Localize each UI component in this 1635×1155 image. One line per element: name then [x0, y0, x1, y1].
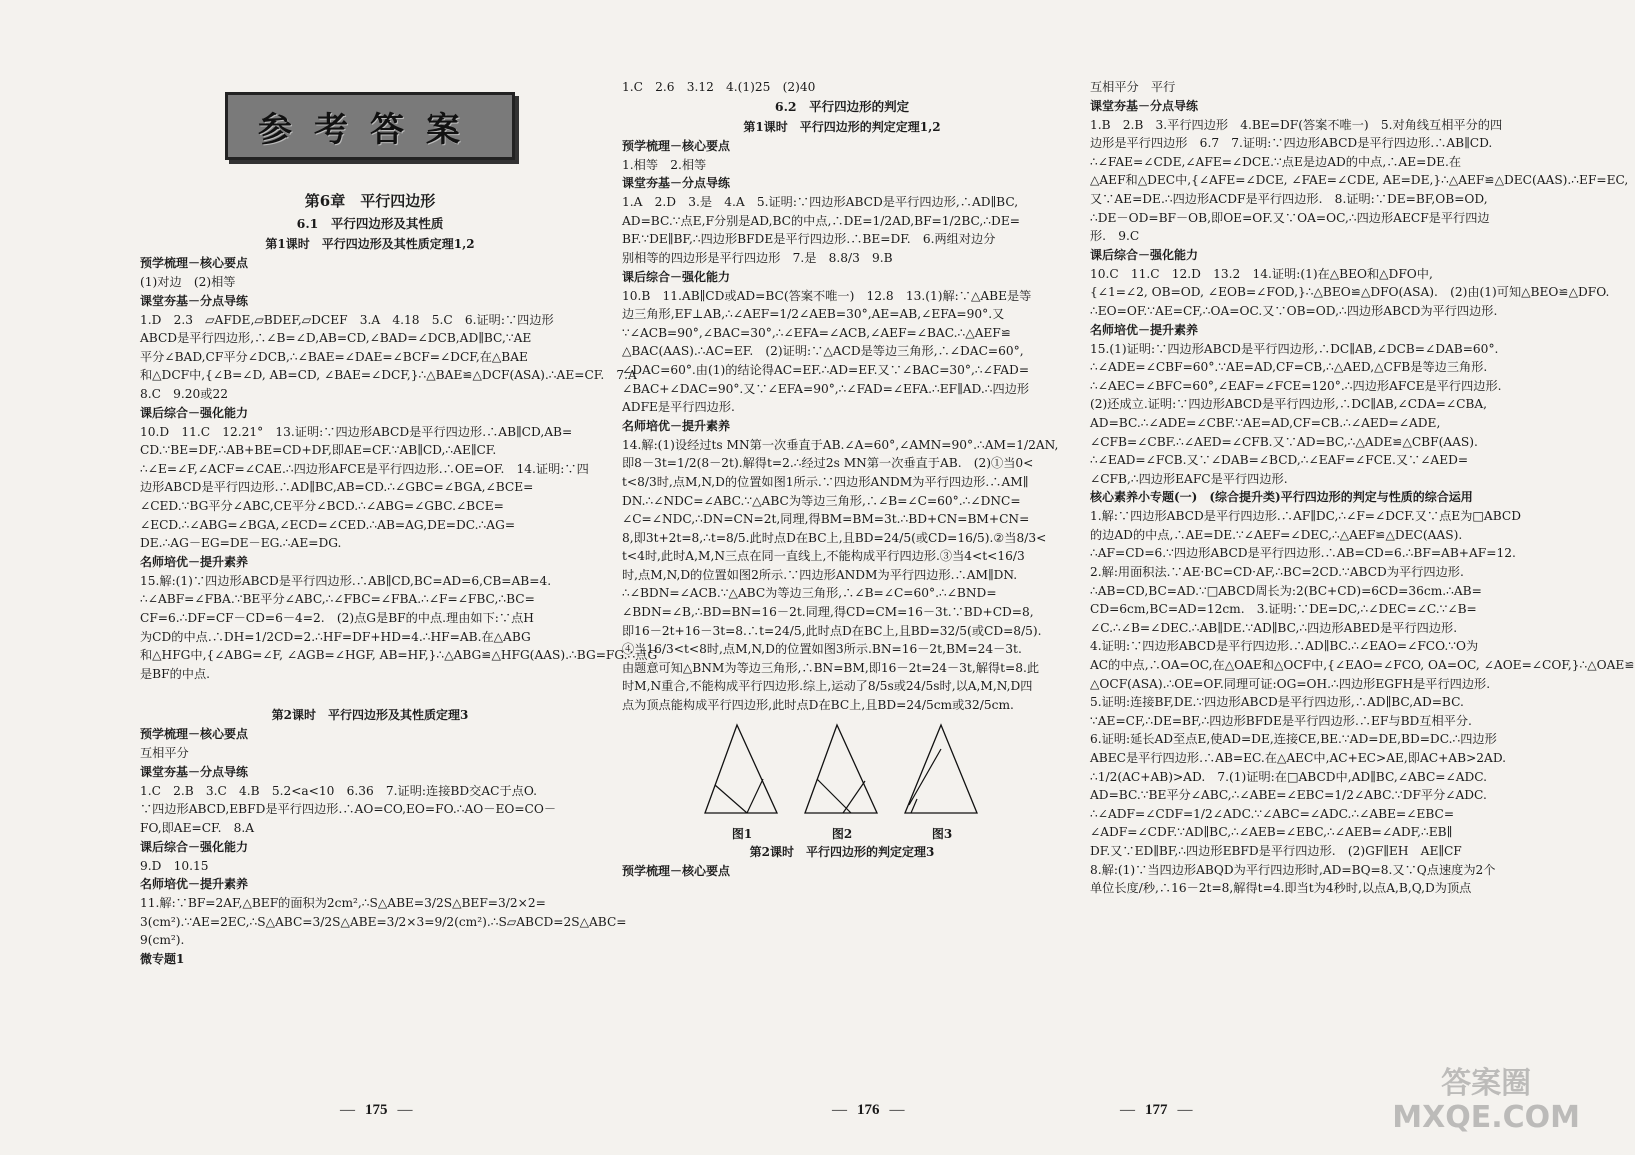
- section-heading: 课后综合－强化能力: [622, 269, 731, 284]
- section-heading: 名师培优－提升素养: [1090, 322, 1199, 337]
- answer-line: (2)还成立.证明:∵四边形ABCD是平行四边形,∴DC∥AB,∠CDA=∠CBA,: [1090, 397, 1488, 412]
- answer-line: ∠CFB,∴四边形EAFC是平行四边形.: [1090, 471, 1288, 486]
- triangle-figure: [701, 721, 783, 825]
- answer-line: △OCF(ASA).∴OE=OF.同理可证:OG=OH.∴四边形EGFH是平行四边形.: [1090, 676, 1491, 691]
- answer-line: ∠ADF=∠CDF.∵AD∥BC,∴∠AEB=∠EBC,∴∠AEB=∠ADF,∴EB∥: [1090, 825, 1453, 840]
- answer-line: 平分∠BAD,CF平分∠DCB,∴∠BAE=∠DAE=∠BCF=∠DCF,在△BAE: [140, 349, 528, 364]
- answer-line: ∴∠EAD=∠FCB.又∵∠DAB=∠BCD,∴∠EAF=∠FCE.又∵∠AED=: [1090, 453, 1469, 468]
- figure-1: [701, 721, 783, 842]
- answer-line: ABEC是平行四边形.∴AB=EC.在△AEC中,AC+EC>AE,即AC+AB>2AD.: [1090, 751, 1507, 765]
- answer-line: 形. 9.C: [1090, 229, 1140, 244]
- section-heading: 课堂夯基－分点导练: [140, 764, 249, 779]
- answer-line: 和△HFG中,{∠ABG=∠F, ∠AGB=∠HGF, AB=HF,}∴△ABG≌△HFG(AAS).∴BG=FG.∴点G: [140, 648, 658, 663]
- answer-line: 由题意可知△BNM为等边三角形,∴BN=BM,即16－2t=24－3t,解得t=8.此: [622, 660, 1040, 675]
- answer-line: 14.解:(1)设经过ts MN第一次垂直于AB.∠A=60°,∠AMN=90°.∴AM=1/2AN,: [622, 437, 1059, 452]
- triangle-figure: [901, 721, 983, 825]
- lesson-title: 第1课时 平行四边形的判定定理1,2: [743, 119, 941, 134]
- answer-line: 的边AD的中点,∴AE=DE.∵∠AEF=∠DEC,∴△AEF≌△DEC(AAS).: [1090, 527, 1463, 542]
- answer-line: ∴AB=CD,BC=AD.∵□ABCD周长为:2(BC+CD)=6CD=36cm.∴AB=: [1090, 583, 1482, 598]
- answer-line: ∴∠E=∠F,∠ACF=∠CAE.∴四边形AFCE是平行四边形.∴OE=OF. 14.证明:∵四: [140, 461, 589, 476]
- answer-line: 1.C 2.6 3.12 4.(1)25 (2)40: [622, 80, 816, 94]
- figure-caption: 图2: [831, 826, 853, 841]
- figure-caption: 图1: [731, 826, 753, 841]
- answer-line: ∴DE－OD=BF－OB,即OE=OF.又∵OA=OC,∴四边形AECF是平行四边: [1090, 210, 1490, 225]
- answer-line: 边形是平行四边形 6.7 7.证明:∵四边形ABCD是平行四边形.∴AB∥CD.: [1090, 136, 1493, 151]
- answer-line: ∴AF=CD=6.∵四边形ABCD是平行四边形.∴AB=CD=6.∴BF=AB+AF=12.: [1090, 546, 1516, 561]
- section-title: 6.2 平行四边形的判定: [774, 98, 910, 114]
- answer-line: AC的中点,∴OA=OC,在△OAE和△OCF中,{∠EAO=∠FCO, OA=OC, ∠AOE=∠COF,}∴△OAE≌: [1090, 658, 1635, 673]
- answer-line: ∴∠AEC=∠BFC=60°,∠EAF=∠FCE=120°.∴四边形AFCE是平行四边形.: [1090, 378, 1502, 393]
- answer-line: 别相等的四边形是平行四边形 7.是 8.8/3 9.B: [622, 250, 893, 265]
- answer-block: [140, 254, 658, 683]
- answer-line: ∠DAC=60°.由(1)的结论得AC=EF.∴AD=EF.又∵∠BAC=30°,∴∠FAD=: [622, 362, 1030, 377]
- answer-line: (1)对边 (2)相等: [140, 275, 236, 289]
- answer-block: [140, 725, 627, 969]
- banner-title: 参考答案: [258, 109, 482, 150]
- answer-line: ∠C.∴∠B=∠DEC.∴AB∥DE.∵AD∥BC,∴四边形ABED是平行四边形.: [1090, 620, 1458, 635]
- answer-line: 9(cm²).: [140, 933, 185, 948]
- answer-line: 为CD的中点.∴DH=1/2CD=2.∴HF=DF+HD=4.∴HF=AB.在△ABG: [140, 629, 531, 644]
- answer-line: ∠BDN=∠B,∴BD=BN=16－2t.同理,得CD=CM=16－3t.∵BD+CD=8,: [622, 605, 1034, 620]
- answer-line: FO,即AE=CF. 8.A: [140, 821, 255, 836]
- page-number: — 175 —: [330, 1102, 423, 1119]
- answer-line: ∵四边形ABCD,EBFD是平行四边形.∴AO=CO,EO=FO.∴AO－EO=CO－: [140, 802, 557, 817]
- answer-line: 10.D 11.C 12.21° 13.证明:∵四边形ABCD是平行四边形.∴AB∥CD,AB=: [140, 424, 573, 439]
- section-heading: 名师培优－提升素养: [622, 418, 731, 433]
- figure-2: [801, 721, 883, 842]
- answer-block: [622, 137, 1062, 715]
- answer-line: 互相平分: [140, 746, 189, 761]
- answer-line: 15.解:(1)∵四边形ABCD是平行四边形.∴AB∥CD,BC=AD=6,CB=AB=4.: [140, 573, 552, 588]
- answer-line: CD.∵BE=DF,∴AB+BE=CD+DF,即AE=CF.∵AB∥CD,∴AE∥CF.: [140, 443, 497, 458]
- answer-line: ∠BAC+∠DAC=90°.又∵∠EFA=90°,∴∠FAD=∠EFA.∴EF∥AD.∴四边形: [622, 381, 1030, 396]
- answer-line: CF=6.∴DF=CF－CD=6－4=2. (2)点G是BF的中点.理由如下:∵点H: [140, 610, 534, 625]
- answer-line: AD=BC.∵BE平分∠ABC,∴∠ABE=∠EBC=1/2∠ABC.∵DF平分∠ADC.: [1090, 788, 1487, 803]
- answer-line: DF.又∵ED∥BF,∴四边形EBFD是平行四边形. (2)GF∥EH AE∥CF: [1090, 843, 1462, 858]
- answer-line: 时,点M,N,D的位置如图2所示.∵四边形ANDM为平行四边形.∴AM∥DN.: [622, 567, 1018, 582]
- answer-line: t<8/3时,点M,N,D的位置如图1所示.∵四边形ANDM为平行四边形.∴AM∥: [622, 474, 1029, 489]
- answer-line: 和△DCF中,{∠B=∠D, AB=CD, ∠BAE=∠DCF,}∴△BAE≌△DCF(ASA).∴AE=CF. 7.A: [140, 368, 637, 383]
- answer-line: 时M,N重合,不能构成平行四边形.综上,运动了8/5s或24/5s时,以A,M,N,D四: [622, 679, 1033, 694]
- lesson-title: 第2课时 平行四边形的判定定理3: [749, 844, 935, 859]
- answer-line: 5.证明:连接BF,DE.∵四边形ABCD是平行四边形,∴AD∥BC,AD=BC.: [1090, 695, 1464, 710]
- answer-line: 4.证明:∵四边形ABCD是平行四边形.∴AD∥BC.∴∠EAO=∠FCO.∵O为: [1090, 639, 1479, 654]
- answer-line: ∴∠ADE=∠CBF=60°.∵AE=AD,CF=CB,∴△AED,△CFB是等边三角形.: [1090, 360, 1488, 375]
- answer-line: 互相平分 平行: [1090, 80, 1176, 94]
- answer-line: ABCD是平行四边形,∴∠B=∠D,AB=CD,∠BAD=∠DCB,AD∥BC,∵AE: [140, 331, 532, 346]
- section-heading: 名师培优－提升素养: [140, 877, 249, 892]
- section-heading: 预学梳理－核心要点: [140, 727, 249, 742]
- column-page-177: [1090, 0, 1635, 1155]
- answer-line: ④当16/3<t<8时,点M,N,D的位置如图3所示.BN=16－2t,BM=24－3t.: [622, 642, 1022, 657]
- answer-line: 即8－3t=1/2(8－2t).解得t=2.∴经过2s MN第一次垂直于AB. (2)①当0<: [622, 456, 1034, 471]
- answer-line: ∴∠ADF=∠CDF=1/2∠ADC.∵∠ABC=∠ADC.∴∠ABE=∠EBC=: [1090, 806, 1455, 821]
- answer-line: ∠C=∠NDC,∴DN=CN=2t,同理,得BM=BM=3t.∴BD+CN=BM+CN=: [622, 512, 1030, 527]
- answer-line: 1.D 2.3 ▱AFDE,▱BDEF,▱DCEF 3.A 4.18 5.C 6.证明:∵四边形: [140, 312, 554, 327]
- column-page-176: [622, 0, 1062, 1155]
- answer-line: 又∵AE=DE.∴四边形ACDF是平行四边形. 8.证明:∵DE=BF,OB=OD,: [1090, 191, 1488, 206]
- lesson-title: 第2课时 平行四边形及其性质定理3: [271, 708, 469, 723]
- answer-line: ∠ECD.∴∠ABG=∠BGA,∠ECD=∠CED.∴AB=AG,DE=DC.∴AG=: [140, 517, 516, 532]
- answer-line: {∠1=∠2, OB=OD, ∠EOB=∠FOD,}∴△BEO≌△DFO(ASA). (2)由(1)可知△BEO≌△DFO.: [1090, 285, 1610, 300]
- section-heading: 预学梳理－核心要点: [140, 256, 249, 270]
- answer-line: 2.解:用面积法.∵AE·BC=CD·AF,∴BC=2CD.∵ABCD为平行四边形.: [1090, 565, 1464, 580]
- answer-line: 1.B 2.B 3.平行四边形 4.BE=DF(答案不唯一) 5.对角线互相平分的四: [1090, 117, 1503, 132]
- figure-3: [901, 721, 983, 842]
- figure-row: [622, 721, 1062, 842]
- answer-line: 1.A 2.D 3.是 4.A 5.证明:∵四边形ABCD是平行四边形,∴AD∥BC,: [622, 195, 1019, 210]
- section-heading: 课堂夯基－分点导练: [140, 293, 249, 308]
- section-heading: 核心素养小专题(一) (综合提升类)平行四边形的判定与性质的综合运用: [1090, 490, 1473, 505]
- answer-line: AD=BC.∵点E,F分别是AD,BC的中点,∴DE=1/2AD,BF=1/2BC,∴DE=: [622, 213, 1020, 228]
- answer-line: ∴∠BDN=∠ACB.∵△ABC为等边三角形,∴∠B=∠C=60°.∴∠BND=: [622, 586, 997, 601]
- section-heading: 课堂夯基－分点导练: [622, 176, 731, 191]
- answer-line: 1.相等 2.相等: [622, 157, 707, 172]
- answer-line: ∵∠ACB=90°,∠BAC=30°,∴∠EFA=∠ACB,∠AEF=∠BAC.∴△AEF≌: [622, 325, 1011, 340]
- answer-line: ADFE是平行四边形.: [622, 400, 735, 415]
- answer-line: ∴∠FAE=∠CDE,∠AFE=∠DCE.∵点E是边AD的中点,∴AE=DE.在: [1090, 154, 1462, 169]
- answer-line: BF.∵DE∥BF,∴四边形BFDE是平行四边形.∴BE=DF. 6.两组对边分: [622, 232, 996, 247]
- answer-line: 3(cm²).∵AE=2EC,∴S△ABC=3/2S△ABE=3/2×3=9/2(cm²).∴S▱ABCD=2S△ABC=: [140, 914, 627, 929]
- answer-line: 9.D 10.15: [140, 858, 209, 873]
- answer-line: CD=6cm,BC=AD=12cm. 3.证明:∵DE=DC,∴∠DEC=∠C.∵∠B=: [1090, 602, 1477, 617]
- answer-line: 单位长度/秒,∴16－2t=8,解得t=4.即当t为4秒时,以点A,B,Q,D为顶点: [1090, 881, 1472, 896]
- answer-line: ∴1/2(AC+AB)>AD. 7.(1)证明:在□ABCD中,AD∥BC,∠ABC=∠ADC.: [1090, 769, 1488, 784]
- watermark-logo: [1392, 1067, 1580, 1135]
- answer-line: 10.B 11.AB∥CD或AD=BC(答案不唯一) 12.8 13.(1)解:∵△ABE是等: [622, 288, 1032, 303]
- section-heading: 微专题1: [140, 952, 185, 967]
- section-heading: 课堂夯基－分点导练: [1090, 98, 1199, 113]
- answer-line: 点为顶点能构成平行四边形,此时点D在BC上,且BD=24/5cm或32/5cm.: [622, 698, 1014, 713]
- answer-line: DE.∴AG－EG=DE－EG.∴AE=DG.: [140, 536, 342, 551]
- answer-line: ∠CFB=∠CBF.∴∠AED=∠CFB.又∵AD=BC,∴△ADE≌△CBF(AAS).: [1090, 434, 1478, 449]
- section-title: 6.1 平行四边形及其性质: [296, 216, 444, 231]
- page-number: — 176 —: [822, 1102, 915, 1119]
- answer-line: 8,即3t+2t=8,∴t=8/5.此时点D在BC上,且BD=24/5(或CD=16/5).②当8/3<: [622, 530, 1047, 545]
- page-number: — 177 —: [1110, 1102, 1203, 1119]
- answer-line: 是BF的中点.: [140, 666, 211, 681]
- answer-line: 即16－2t+16－3t=8.∴t=24/5,此时点D在BC上,且BD=32/5(或CD=8/5).: [622, 623, 1042, 638]
- answer-line: 边三角形,EF⊥AB,∴∠AEF=1/2∠AEB=30°,AE=AB,∠EFA=90°.又: [622, 307, 1005, 322]
- answer-line: △AEF和△DEC中,{∠AFE=∠DCE, ∠FAE=∠CDE, AE=DE,}∴△AEF≌△DEC(AAS).∴EF=EC,: [1090, 173, 1629, 188]
- answer-line: ∴∠ABF=∠FBA.∵BE平分∠ABC,∴∠FBC=∠FBA.∴∠F=∠FBC,∴BC=: [140, 592, 535, 607]
- section-heading: 课后综合－强化能力: [140, 405, 249, 420]
- lesson-title: 第1课时 平行四边形及其性质定理1,2: [265, 237, 475, 251]
- section-heading: 预学梳理－核心要点: [622, 863, 731, 878]
- section-heading: 课后综合－强化能力: [1090, 247, 1199, 262]
- column-page-175: [140, 0, 658, 1155]
- answer-line: 边形ABCD是平行四边形.∴AD∥BC,AB=CD.∴∠GBC=∠BGA,∠BCE=: [140, 480, 534, 495]
- answer-line: 15.(1)证明:∵四边形ABCD是平行四边形,∴DC∥AB,∠DCB=∠DAB=60°.: [1090, 341, 1499, 356]
- answer-line: AD=BC.∴∠ADE=∠CBF.∵AE=AD,CF=CB.∴∠AED=∠ADE,: [1090, 415, 1441, 430]
- watermark-url: MXQE.COM: [1392, 1100, 1580, 1135]
- answer-line: 1.C 2.B 3.C 4.B 5.2<a<10 6.36 7.证明:连接BD交AC于点O.: [140, 783, 537, 798]
- answer-line: DN.∴∠NDC=∠ABC.∵△ABC为等边三角形,∴∠B=∠C=60°.∴∠DNC=: [622, 493, 1021, 508]
- answer-line: 8.C 9.20或22: [140, 386, 228, 401]
- answer-line: 8.解:(1)∵当四边形ABQD为平行四边形时,AD=BQ=8.又∵Q点速度为2个: [1090, 862, 1496, 877]
- figure-caption: 图3: [931, 826, 953, 841]
- answer-line: ∴EO=OF.∵AE=CF,∴OA=OC.又∵OB=OD,∴四边形ABCD为平行四边形.: [1090, 303, 1498, 318]
- answer-line: t<4时,此时A,M,N三点在同一直线上,不能构成平行四边形.③当4<t<16/3: [622, 549, 1025, 564]
- chapter-title: 第6章 平行四边形: [304, 192, 436, 210]
- answer-line: ∵AE=CF,∴DE=BF,∴四边形BFDE是平行四边形.∴EF与BD互相平分.: [1090, 713, 1472, 728]
- answer-line: △BAC(AAS).∴AC=EF. (2)证明:∵△ACD是等边三角形,∴∠DAC=60°,: [622, 344, 1024, 359]
- triangle-figure: [801, 721, 883, 825]
- section-heading: 预学梳理－核心要点: [622, 138, 731, 153]
- answer-block: [1090, 78, 1635, 898]
- answer-line: ∠CED.∵BG平分∠ABC,CE平分∠BCD.∴∠ABG=∠GBC.∠BCE=: [140, 498, 504, 513]
- section-heading: 名师培优－提升素养: [140, 554, 249, 569]
- answer-line: 11.解:∵BF=2AF,△BEF的面积为2cm²,∴S△ABE=3/2S△BEF=3/2×2=: [140, 896, 546, 911]
- answer-line: 10.C 11.C 12.D 13.2 14.证明:(1)在△BEO和△DFO中,: [1090, 266, 1433, 281]
- answer-line: 1.解:∵四边形ABCD是平行四边形.∴AF∥DC,∴∠F=∠DCF.又∵点E为□ABCD: [1090, 509, 1521, 524]
- watermark-text: 答案圈: [1441, 1066, 1532, 1101]
- section-heading: 课后综合－强化能力: [140, 839, 249, 854]
- answer-line: 6.证明:延长AD至点E,使AD=DE,连接CE,BE.∵AD=DE,BD=DC.∴四边形: [1090, 732, 1497, 747]
